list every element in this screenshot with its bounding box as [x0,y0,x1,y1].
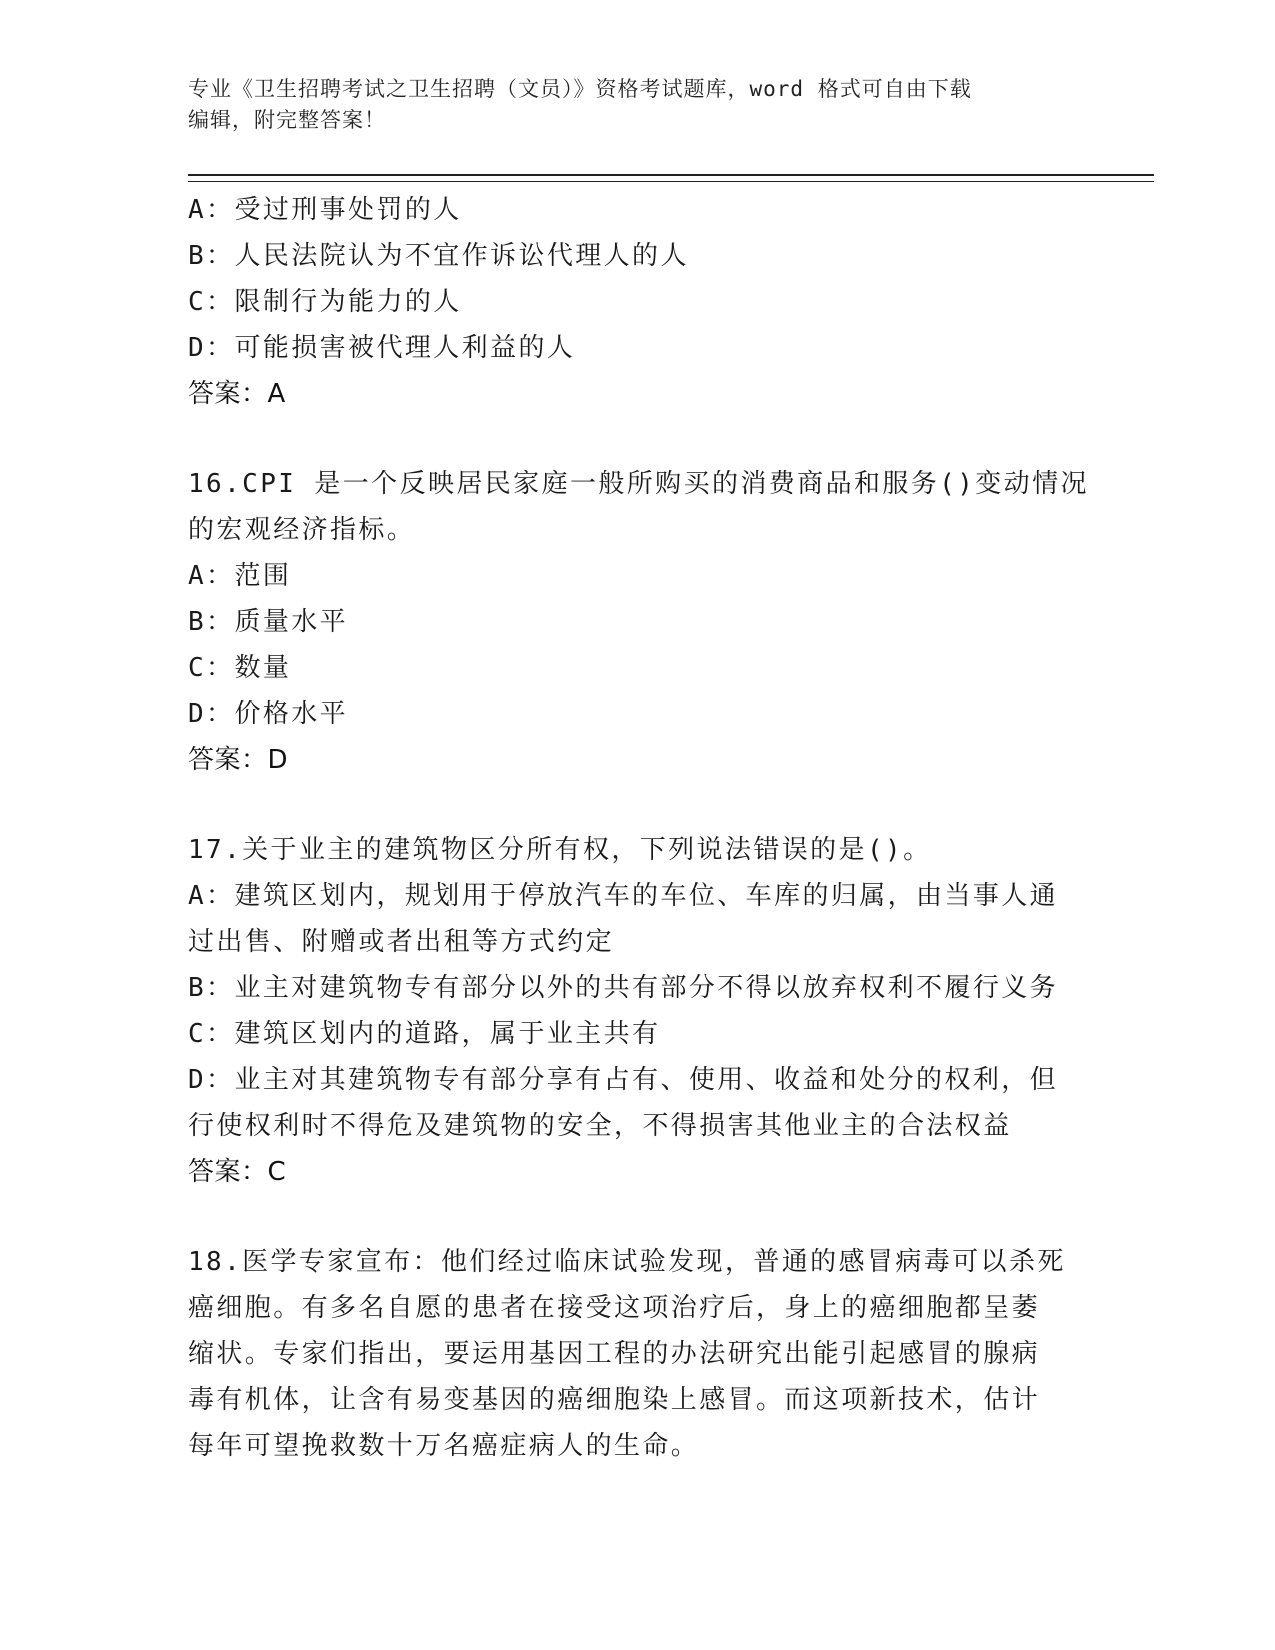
spacer [188,783,1088,827]
answer: 答案：A [188,379,286,409]
option-a: A：范围 [188,561,292,591]
question-17 [188,827,1088,1195]
question-stem-line: 癌细胞。有多名自愿的患者在接受这项治疗后，身上的癌细胞都呈萎 [188,1293,1041,1323]
question-stem-line: 16.CPI 是一个反映居民家庭一般所购买的消费商品和服务()变动情况 [188,469,1089,499]
option-b: B：质量水平 [188,607,349,637]
answer: 答案：D [188,745,289,775]
question-stem-line: 缩状。专家们指出，要运用基因工程的办法研究出能引起感冒的腺病 [188,1339,1041,1369]
option-b: B：业主对建筑物专有部分以外的共有部分不得以放弃权利不履行义务 [188,973,1059,1003]
document-header [188,74,1088,136]
question-content [188,187,1088,1469]
question-stem-line: 18.医学专家宣布：他们经过临床试验发现，普通的感冒病毒可以杀死 [188,1247,1066,1277]
spacer [188,1195,1088,1239]
option-d-continued: 行使权利时不得危及建筑物的安全，不得损害其他业主的合法权益 [188,1111,1012,1141]
option-d: D：可能损害被代理人利益的人 [188,333,576,363]
header-rule-thin [188,181,1154,182]
option-a: A：受过刑事处罚的人 [188,195,462,225]
question-15 [188,187,1088,417]
option-d: D：价格水平 [188,699,349,729]
header-line-2: 编辑，附完整答案！ [188,108,386,132]
option-a: A：建筑区划内，规划用于停放汽车的车位、车库的归属，由当事人通 [188,881,1059,911]
option-d: D：业主对其建筑物专有部分享有占有、使用、收益和处分的权利，但 [188,1065,1059,1095]
question-stem-line: 17.关于业主的建筑物区分所有权，下列说法错误的是()。 [188,835,932,865]
question-16 [188,461,1088,783]
question-stem-line: 的宏观经济指标。 [188,515,416,545]
question-stem-line: 毒有机体，让含有易变基因的癌细胞染上感冒。而这项新技术，估计 [188,1385,1041,1415]
option-c: C：限制行为能力的人 [188,287,462,317]
option-a-continued: 过出售、附赠或者出租等方式约定 [188,927,615,957]
option-c: C：建筑区划内的道路，属于业主共有 [188,1019,661,1049]
question-18 [188,1239,1088,1469]
option-b: B：人民法院认为不宜作诉讼代理人的人 [188,241,689,271]
answer: 答案：C [188,1157,287,1187]
spacer [188,417,1088,461]
header-rule-thick [188,174,1154,176]
question-stem-line: 每年可望挽救数十万名癌症病人的生命。 [188,1431,700,1461]
option-c: C：数量 [188,653,292,683]
header-line-1: 专业《卫生招聘考试之卫生招聘（文员）》资格考试题库，word 格式可自由下载 [188,77,972,101]
